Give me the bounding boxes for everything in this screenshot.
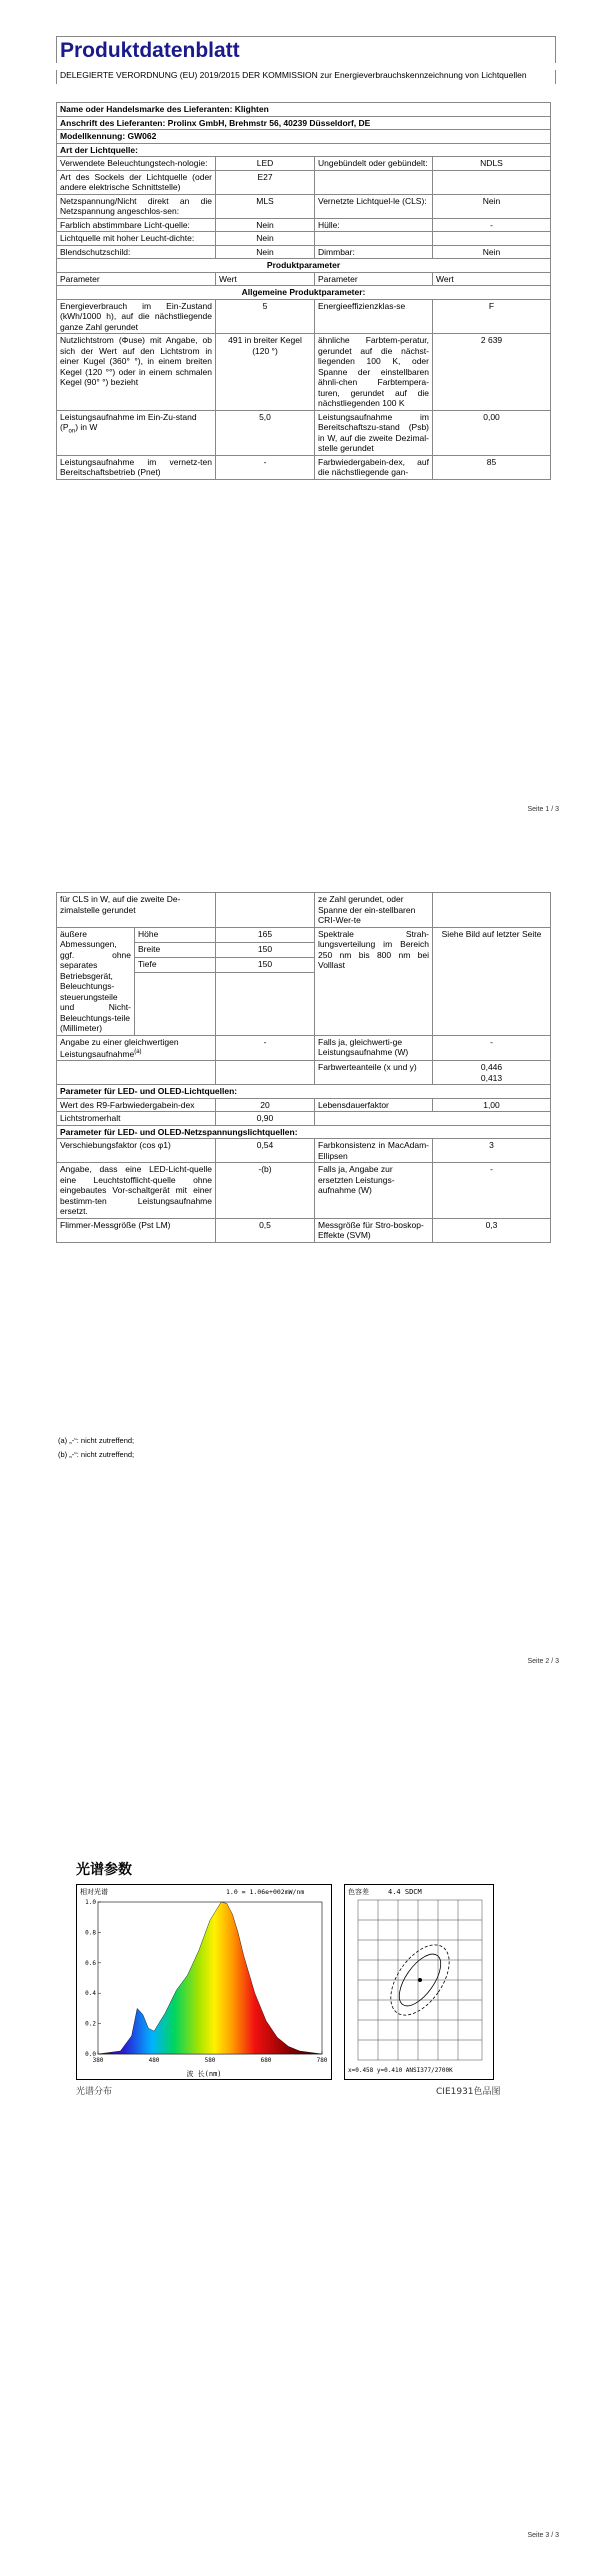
type-label-2: Hülle: [315, 218, 433, 232]
dim-depth-value: 150 [216, 957, 315, 972]
supplier-address: Anschrift des Lieferanten: Prolinx GmbH, Brehmstr 56, 40239 Düsseldorf, DE [57, 116, 551, 130]
page-footer-1: Seite 1 / 3 [527, 806, 559, 813]
footnote-b: (b) „-“: nicht zutreffend; [58, 1450, 135, 1459]
dim-width-label: Breite [135, 942, 216, 957]
document-title: Produktdatenblatt [56, 36, 556, 63]
equivalent-ifyes-label: Falls ja, gleichwerti-ge Leistungsaufnahme (W) [315, 1035, 433, 1061]
stroboscopic-value: 0,3 [433, 1218, 551, 1242]
cie-measured-point [418, 1978, 422, 1982]
type-value-2: - [433, 218, 551, 232]
cie-sdcm-value: 4.4 SDCM [388, 1888, 422, 1896]
flicker-metric-value: 0,5 [216, 1218, 315, 1242]
type-label: Verwendete Beleuchtungstech-nologie: [57, 157, 216, 171]
light-source-type-row [57, 218, 551, 232]
spectral-distribution-label: Spektrale Strah-lungsverteilung im Bereich 250 nm bis 800 nm bei Volllast [315, 927, 433, 1035]
type-label-2: Ungebündelt oder gebündelt: [315, 157, 433, 171]
type-value: Nein [216, 245, 315, 259]
datasheet-table-page-1 [56, 102, 551, 480]
cri-label: Farbwiedergabein-dex, auf die nächstliegende gan- [315, 455, 433, 479]
r9-value: 20 [216, 1098, 315, 1112]
r9-label: Wert des R9-Farbwiedergabein-dex [57, 1098, 216, 1112]
type-value: MLS [216, 194, 315, 218]
replacement-power-value: - [433, 1163, 551, 1219]
chromaticity-value: 0,446 0,413 [433, 1061, 551, 1085]
spectrum-y-tick-label: 1.0 [85, 1899, 96, 1906]
type-value-2: Nein [433, 194, 551, 218]
light-source-type-row [57, 170, 551, 194]
type-value: Nein [216, 232, 315, 246]
displacement-factor-label: Verschiebungsfaktor (cos φ1) [57, 1139, 216, 1163]
spectrum-x-tick-label: 380 [92, 2057, 104, 2064]
color-consistency-label: Farbkonsistenz in MacAdam-Ellipsen [315, 1139, 433, 1163]
col-header-value: Wert [216, 272, 315, 286]
type-label-2: Vernetzte Lichtquel-le (CLS): [315, 194, 433, 218]
chromaticity-label: Farbwerteanteile (x und y) [315, 1061, 433, 1085]
cri-label-cont: ze Zahl gerundet, oder Spanne der ein-stellbaren CRI-Wer-te [315, 893, 433, 928]
spectrum-y-tick-label: 0.4 [85, 1990, 96, 1998]
cie-frame [345, 1885, 494, 2080]
spectrum-chart [76, 1884, 332, 2080]
color-consistency-value: 3 [433, 1139, 551, 1163]
light-source-type-row [57, 157, 551, 171]
useful-flux-label: Nutzlichtstrom (Φuse) mit Angabe, ob sich der Wert auf den Lichtstrom in einer Kugel (360° °), in einem breiten Kegel (120 °°) oder in einem schmalen Kegel (90° °) bezieht [57, 334, 216, 411]
light-source-type-row [57, 194, 551, 218]
energy-consumption-label: Energieverbrauch im Ein-Zustand (kWh/1000 h), auf die nächstliegende ganze Zahl gerundet [57, 299, 216, 334]
page-2 [0, 880, 603, 1680]
supplier-name: Name oder Handelsmarke des Lieferanten: Klighten [57, 103, 551, 117]
spectrum-x-tick-label: 480 [148, 2057, 160, 2064]
cie-caption: CIE1931色品图 [436, 2087, 501, 2097]
networked-standby-label: Leistungsaufnahme im vernetz-ten Bereitschaftsbetrieb (Pnet) [57, 455, 216, 479]
replacement-claim-value: -(b) [216, 1163, 315, 1219]
document-subtitle: DELEGIERTE VERORDNUNG (EU) 2019/2015 DER KOMMISSION zur Energieverbrauchskennzeichnung von Lichtquellen [56, 70, 556, 84]
page-footer-2: Seite 2 / 3 [527, 1658, 559, 1665]
type-value-2 [433, 232, 551, 246]
energy-class-value: F [433, 299, 551, 334]
stroboscopic-label: Messgröße für Stro-boskop-Effekte (SVM) [315, 1218, 433, 1242]
useful-flux-value: 491 in breiter Kegel (120 °) [216, 334, 315, 411]
equivalent-ifyes-value: - [433, 1035, 551, 1061]
type-value-2 [433, 170, 551, 194]
cie-readout: x=0.458 y=0.410 ANSI377/2700K [348, 2067, 453, 2074]
standby-power-label: Leistungsaufnahme im Bereitschaftszu-stand (Psb) in W, auf die zweite Dezimal-stelle gerundet [315, 410, 433, 455]
type-value: Nein [216, 218, 315, 232]
cct-label: ähnliche Farbtem-peratur, gerundet auf die nächst-liegenden 100 K, oder Spanne der einstellbaren ähnli-chen Farbtempera-turen, gerundet auf die nächstliegenden 100 K [315, 334, 433, 411]
replacement-claim-label: Angabe, dass eine LED-Licht-quelle eine Leuchtstofflicht-quelle ohne eingebautes Vor-schaltgerät mit einer bestimm-ten Leistungsaufnahme ersetzt. [57, 1163, 216, 1219]
spectral-distribution-value: Siehe Bild auf letzter Seite [433, 927, 551, 1035]
dim-height-value: 165 [216, 927, 315, 942]
flicker-metric-label: Flimmer-Messgröße (Pst LM) [57, 1218, 216, 1242]
type-value-2: Nein [433, 245, 551, 259]
page-1 [0, 0, 603, 820]
energy-class-label: Energieeffizienzklas-se [315, 299, 433, 334]
lumen-maintenance-empty [315, 1112, 551, 1126]
cct-value: 2 639 [433, 334, 551, 411]
standby-power-value: 0,00 [433, 410, 551, 455]
lumen-maintenance-value: 0,90 [216, 1112, 315, 1126]
dim-empty-cell-2 [216, 972, 315, 1035]
dim-empty-cell [135, 972, 216, 1035]
light-source-type-row [57, 245, 551, 259]
spectrum-title: 相对光谱 [80, 1888, 108, 1896]
equivalent-power-value: - [216, 1035, 315, 1061]
footnote-a: (a) „-“: nicht zutreffend; [58, 1436, 135, 1445]
col-header-param: Parameter [57, 272, 216, 286]
cie-tolerance-chart [344, 1884, 494, 2080]
cri-value-cont [433, 893, 551, 928]
cie-title: 色容差 [348, 1888, 369, 1896]
type-label: Art des Sockels der Lichtquelle (oder andere elektrische Schnittstelle) [57, 170, 216, 194]
light-source-type-header: Art der Lichtquelle: [57, 143, 551, 157]
col-header-value-2: Wert [433, 272, 551, 286]
model-id: Modellkennung: GW062 [57, 130, 551, 144]
equivalent-power-label: Angabe zu einer gleichwertigen Leistungsaufnahme$^{(a)}$ [57, 1035, 216, 1061]
type-label: Blendschutzschild: [57, 245, 216, 259]
spectrum-legend: 1.0 = 1.06e+002mW/nm [226, 1888, 305, 1896]
chroma-empty [57, 1061, 216, 1085]
spectrum-y-tick-label: 0.6 [85, 1959, 96, 1967]
replacement-power-label: Falls ja, Angabe zur ersetzten Leistungs-aufnahme (W) [315, 1163, 433, 1219]
spectrum-y-tick-label: 0.0 [85, 2051, 96, 2058]
type-value: E27 [216, 170, 315, 194]
spectrum-xlabel: 波 长(nm) [186, 2070, 222, 2078]
datasheet-table-page-2 [56, 892, 551, 1243]
spectrum-x-tick-label: 680 [260, 2057, 272, 2064]
type-label: Netzspannung/Nicht direkt an die Netzspannung angeschlos-sen: [57, 194, 216, 218]
networked-standby-value-cont [216, 893, 315, 928]
dimensions-label: äußere Abmessungen, ggf. ohne separates Betriebsgerät, Beleuchtungs-steuerungsteile und Nicht-Beleuchtungs-teile (Millimeter) [57, 927, 135, 1035]
survival-factor-label: Lebensdauerfaktor [315, 1098, 433, 1112]
spectrum-caption: 光谱分布 [76, 2087, 113, 2097]
displacement-factor-value: 0,54 [216, 1139, 315, 1163]
spectrum-y-tick-label: 0.2 [85, 2020, 96, 2028]
networked-standby-label-cont: für CLS in W, auf die zweite De-zimalstelle gerundet [57, 893, 216, 928]
on-mode-power-value: 5,0 [216, 410, 315, 455]
mains-params-title: Parameter für LED- und OLED-Netzspannungslichtquellen: [57, 1125, 551, 1139]
type-label-2: Dimmbar: [315, 245, 433, 259]
networked-standby-value: - [216, 455, 315, 479]
spectrum-heading: 光谱参数 [76, 1862, 132, 1878]
dim-width-value: 150 [216, 942, 315, 957]
dim-height-label: Höhe [135, 927, 216, 942]
type-value-2: NDLS [433, 157, 551, 171]
energy-consumption-value: 5 [216, 299, 315, 334]
lumen-maintenance-label: Lichtstromerhalt [57, 1112, 216, 1126]
general-params-title: Allgemeine Produktparameter: [57, 286, 551, 300]
cri-value: 85 [433, 455, 551, 479]
chroma-empty-2 [216, 1061, 315, 1085]
dim-depth-label: Tiefe [135, 957, 216, 972]
type-label-2 [315, 232, 433, 246]
type-label-2 [315, 170, 433, 194]
type-value: LED [216, 157, 315, 171]
led-params-title: Parameter für LED- und OLED-Lichtquellen: [57, 1085, 551, 1099]
light-source-type-row [57, 232, 551, 246]
spectrum-x-tick-label: 580 [204, 2057, 216, 2064]
spectrum-x-tick-label: 780 [316, 2057, 328, 2064]
col-header-param-2: Parameter [315, 272, 433, 286]
type-label: Lichtquelle mit hoher Leucht-dichte: [57, 232, 216, 246]
page-footer-3: Seite 3 / 3 [527, 2532, 559, 2539]
params-title: Produktparameter [57, 259, 551, 273]
light-source-type-rows [57, 157, 551, 259]
on-mode-power-label: Leistungsaufnahme im Ein-Zu-stand $(P_{on})$ in W [57, 410, 216, 455]
survival-factor-value: 1,00 [433, 1098, 551, 1112]
type-label: Farblich abstimmbare Licht-quelle: [57, 218, 216, 232]
spectrum-y-tick-label: 0.8 [85, 1929, 96, 1937]
